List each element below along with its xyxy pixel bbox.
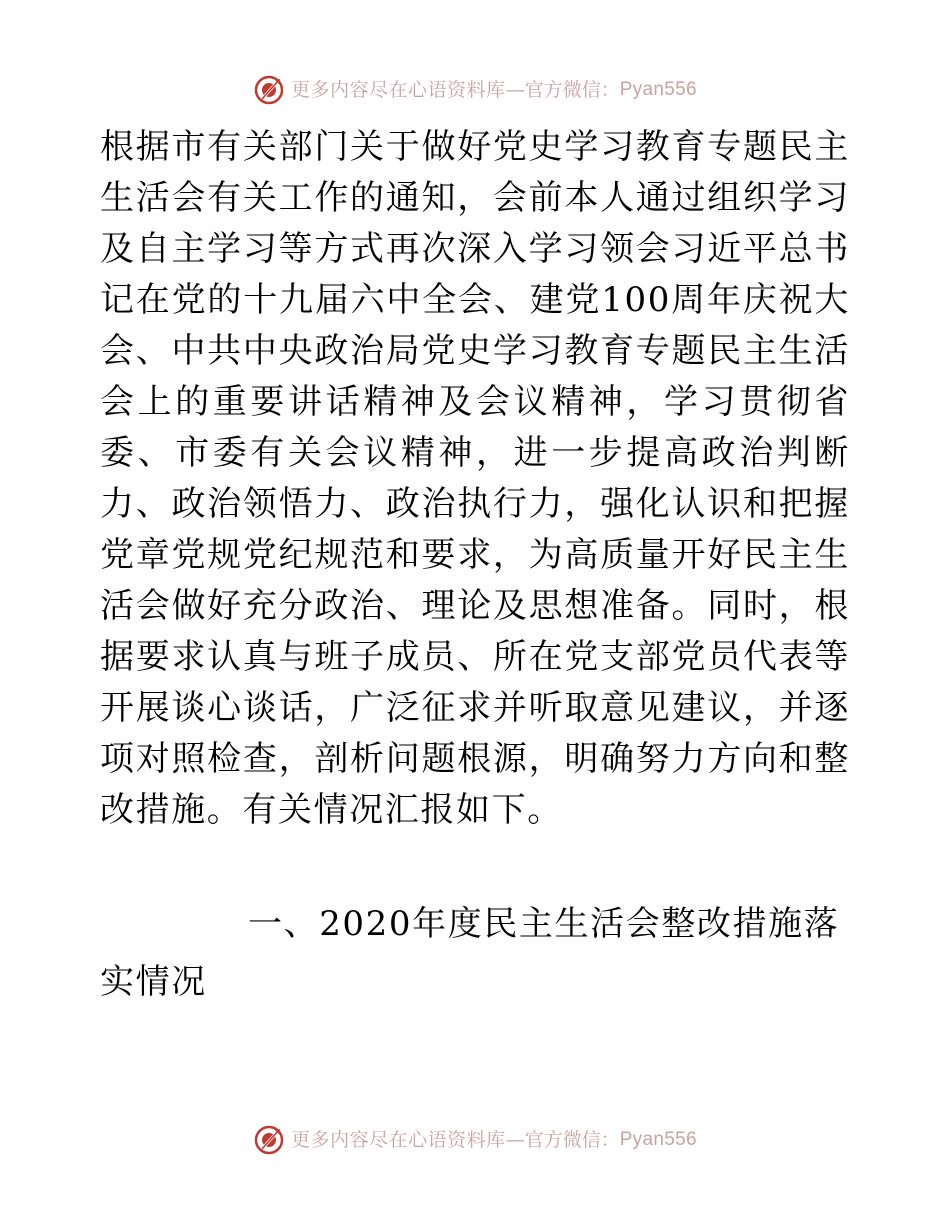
- section-heading: 一、2020年度民主生活会整改措施落实情况: [100, 904, 840, 1002]
- footer-watermark: [0, 1122, 950, 1158]
- header-watermark: [0, 72, 950, 108]
- watermark-text: 更多内容尽在心语资料库: [291, 79, 506, 101]
- logo-icon: [253, 74, 285, 106]
- watermark-separator: —: [505, 79, 525, 101]
- body-paragraph: 根据市有关部门关于做好党史学习教育专题民主生活会有关工作的通知，会前本人通过组织学习及自主学习等方式再次深入学习领会习近平总书记在党的十九届六中全会、建党100周年庆祝大会、中共中央政治局党史学习教育专题民主生活会上的重要讲话精神及会议精神，学习贯彻省委、市委有关会议精神，进一步提高政治判断力、政治领悟力、政治执行力，强化认识和把握党章党规党纪规范和要求，为高质量开好民主生活会做好充分政治、理论及思想准备。同时，根据要求认真与班子成员、所在党支部党员代表等开展谈心谈话，广泛征求并听取意见建议，并逐项对照检查，剖析问题根源，明确努力方向和整改措施。有关情况汇报如下。: [100, 127, 850, 830]
- watermark-text: 更多内容尽在心语资料库: [291, 1129, 506, 1151]
- watermark-wechat-id: Pyan556: [619, 1129, 697, 1150]
- watermark-wechat-id: Pyan556: [619, 79, 697, 100]
- watermark-wechat-label: 官方微信：: [524, 1129, 620, 1151]
- logo-icon: [253, 1124, 285, 1156]
- watermark-wechat-label: 官方微信：: [524, 79, 620, 101]
- watermark-separator: —: [505, 1129, 525, 1151]
